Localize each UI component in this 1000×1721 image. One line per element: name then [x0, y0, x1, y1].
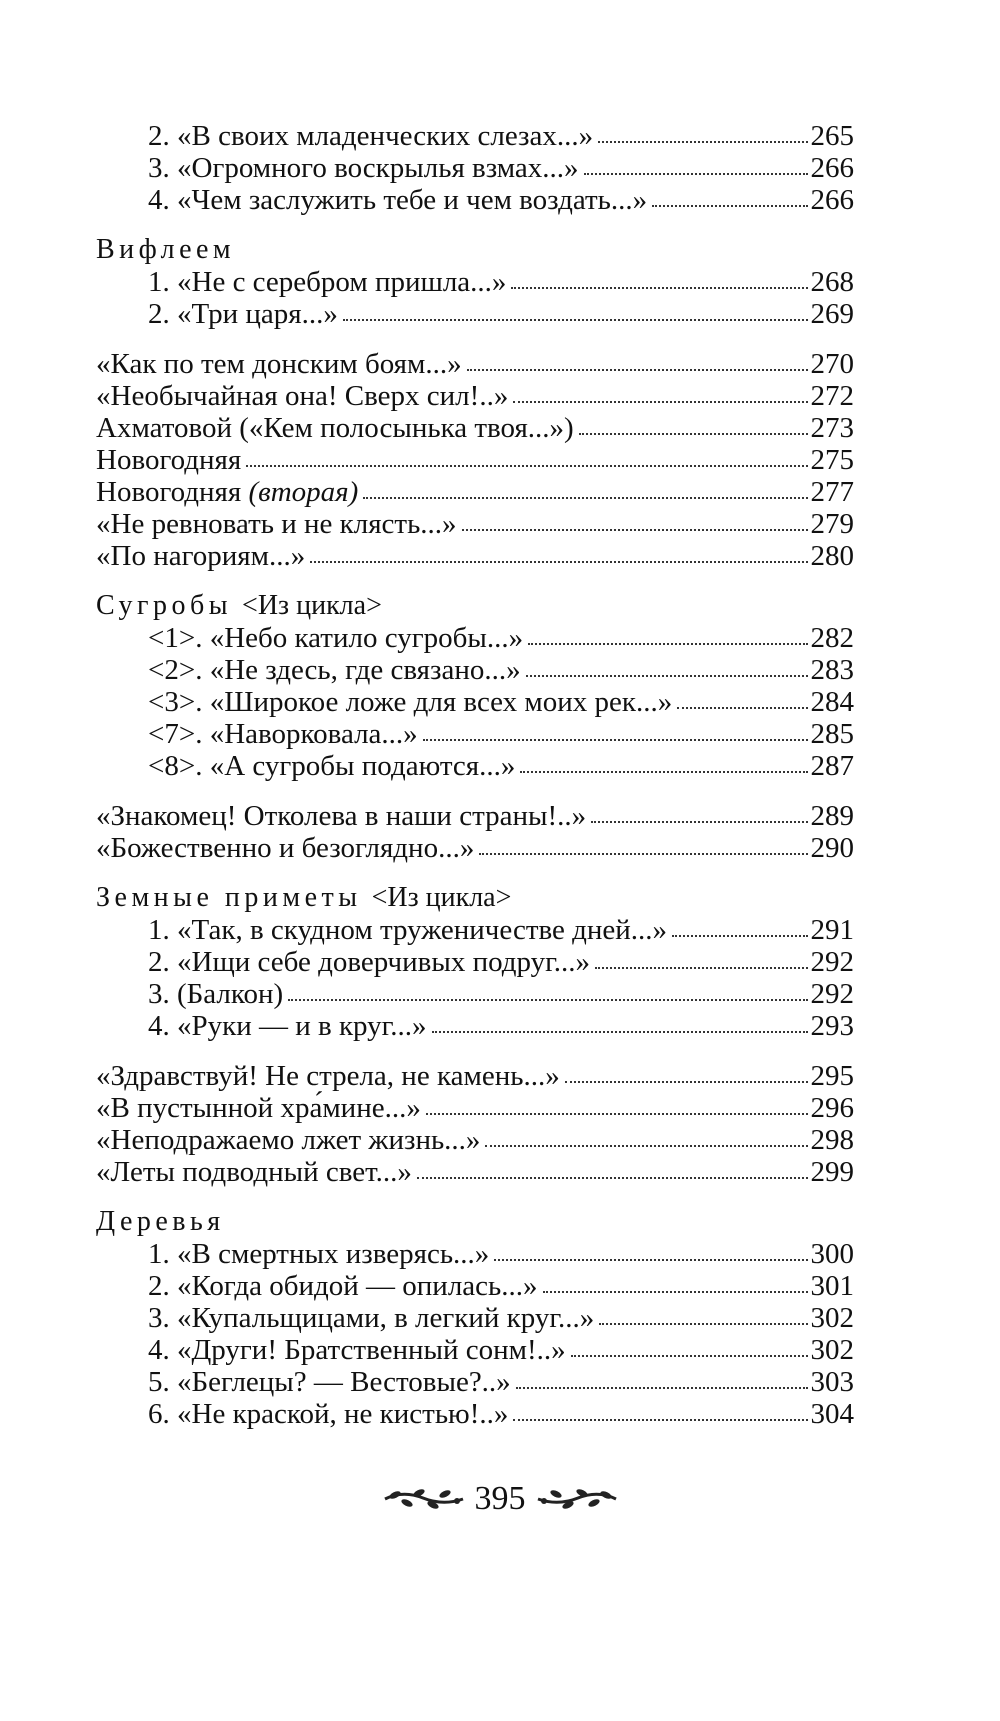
leaf-ornament-right-icon [536, 1486, 618, 1512]
toc-page-number: 265 [810, 120, 854, 152]
section-heading [96, 234, 854, 266]
toc-entry-note: (вторая) [248, 476, 359, 508]
section-heading-note: <Из цикла> [242, 590, 382, 621]
toc-page-number: 304 [810, 1398, 854, 1430]
section-gap [96, 572, 854, 590]
toc-page-number: 302 [810, 1334, 854, 1366]
dot-leader [595, 961, 807, 969]
dot-leader [652, 199, 807, 207]
toc-entry-title [148, 1270, 538, 1302]
toc-entry-title [96, 380, 508, 412]
toc-entry-title [96, 1092, 421, 1124]
toc-entry-title [96, 832, 474, 864]
toc-page-number: 270 [810, 348, 854, 380]
toc-page-number: 290 [810, 832, 854, 864]
section-heading [96, 590, 854, 622]
toc-entry-title-text: <1>. «Небо катило сугробы...» [148, 622, 524, 654]
toc-entry[interactable] [96, 1156, 854, 1188]
dot-leader [526, 669, 808, 677]
toc-entry[interactable] [96, 750, 854, 782]
toc-entry-title-text: 3. «Огромного воскрылья взмах...» [148, 152, 579, 184]
toc-page-number: 280 [810, 540, 854, 572]
toc-page-number: 266 [810, 184, 854, 216]
section-heading-title: Вифлеем [96, 234, 236, 265]
toc-entry[interactable] [96, 1092, 854, 1124]
toc-entry-title-text: 4. «Руки — и в круг...» [148, 1010, 427, 1042]
leaf-ornament-left-icon [383, 1486, 465, 1512]
toc-entry-title [148, 1302, 594, 1334]
dot-leader [598, 135, 807, 143]
toc-entry[interactable] [96, 1302, 854, 1334]
toc-entry-title [148, 266, 506, 298]
toc-entry-title-text: <2>. «Не здесь, где связано...» [148, 654, 521, 686]
toc-entry[interactable] [96, 1270, 854, 1302]
section-gap [96, 1042, 854, 1060]
toc-page-number: 269 [810, 298, 854, 330]
dot-leader [677, 701, 807, 709]
toc-entry[interactable] [96, 800, 854, 832]
toc-entry-title [148, 184, 647, 216]
dot-leader [672, 929, 807, 937]
section-gap [96, 330, 854, 348]
toc-entry-title-text: 1. «Не с серебром пришла...» [148, 266, 507, 298]
toc-page-number: 292 [810, 946, 854, 978]
dot-leader [485, 1139, 807, 1147]
toc-entry[interactable] [96, 348, 854, 380]
dot-leader [462, 523, 808, 531]
dot-leader [513, 395, 807, 403]
toc-entry-title [148, 1238, 489, 1270]
toc-entry-title-text: 3. (Балкон) [148, 978, 284, 1010]
toc-entry-title [96, 1156, 412, 1188]
toc-entry-title-text: Новогодняя [96, 476, 242, 508]
section-gap [96, 216, 854, 234]
toc-page-number: 292 [810, 978, 854, 1010]
toc-entry-title [96, 800, 586, 832]
toc-page-number: 287 [810, 750, 854, 782]
toc-entry-title [96, 412, 574, 444]
dot-leader [579, 427, 808, 435]
toc-entry[interactable] [96, 1124, 854, 1156]
toc-entry[interactable] [96, 1010, 854, 1042]
toc-page-number: 293 [810, 1010, 854, 1042]
section-heading-title: Сугробы [96, 590, 233, 621]
toc-entry[interactable] [96, 412, 854, 444]
toc-entry[interactable] [96, 1398, 854, 1430]
toc-entry-title-text: 6. «Не краской, не кистью!..» [148, 1398, 509, 1430]
toc-page-number: 272 [810, 380, 854, 412]
dot-leader [516, 1381, 808, 1389]
dot-leader [432, 1025, 808, 1033]
toc-entry[interactable] [96, 686, 854, 718]
toc-entry[interactable] [96, 1366, 854, 1398]
toc-entry-title [148, 1010, 427, 1042]
dot-leader [310, 555, 807, 563]
toc-entry-title-text: 2. «Когда обидой — опилась...» [148, 1270, 538, 1302]
section-heading [96, 1206, 854, 1238]
dot-leader [591, 815, 807, 823]
dot-leader [343, 313, 808, 321]
toc-entry-title [148, 914, 667, 946]
toc-entry-title-text: 1. «В смертных изверясь...» [148, 1238, 490, 1270]
toc-entry-title-text: «В пустынной хра́мине...» [96, 1092, 421, 1124]
dot-leader [288, 993, 807, 1001]
dot-leader [520, 765, 807, 773]
toc-entry[interactable] [96, 540, 854, 572]
toc-page-number: 301 [810, 1270, 854, 1302]
dot-leader [417, 1171, 808, 1179]
toc-entry[interactable] [96, 832, 854, 864]
toc-entry-title-text: «Знакомец! Отколева в наши страны!..» [96, 800, 587, 832]
toc-entry[interactable] [96, 266, 854, 298]
section-heading-note: <Из цикла> [371, 882, 512, 913]
toc-entry[interactable] [96, 380, 854, 412]
toc-entry-title [148, 152, 579, 184]
toc-entry-title [148, 946, 590, 978]
toc-entry-title [148, 978, 283, 1010]
toc-page-number: 300 [810, 1238, 854, 1270]
page-number: 395 [474, 1480, 526, 1517]
dot-leader [246, 459, 807, 467]
toc-entry-title-text: 1. «Так, в скудном труженичестве дней...» [148, 914, 668, 946]
section-heading [96, 882, 854, 914]
toc-entry-title [148, 718, 418, 750]
dot-leader [584, 167, 808, 175]
toc-entry-title-text: «Леты подводный свет...» [96, 1156, 412, 1188]
toc-entry-title [148, 654, 521, 686]
toc-entry-title [96, 540, 305, 572]
toc-page-number: 299 [810, 1156, 854, 1188]
dot-leader [363, 491, 807, 499]
toc-entry-title [96, 1060, 560, 1092]
toc-entry-title-text: «Здравствуй! Не стрела, не камень...» [96, 1060, 560, 1092]
toc-page-number: 285 [810, 718, 854, 750]
dot-leader [571, 1349, 808, 1357]
dot-leader [511, 281, 807, 289]
toc-entry-title [148, 1366, 511, 1398]
toc-entry[interactable] [96, 476, 854, 508]
dot-leader [479, 847, 807, 855]
dot-leader [599, 1317, 807, 1325]
toc-entry-title-text: Новогодняя [96, 444, 242, 476]
toc-page-number: 279 [810, 508, 854, 540]
toc-page-number: 273 [810, 412, 854, 444]
toc-entry[interactable] [96, 654, 854, 686]
toc-entry[interactable] [96, 120, 854, 152]
toc-page-number: 268 [810, 266, 854, 298]
dot-leader [467, 363, 808, 371]
toc-page-number: 303 [810, 1366, 854, 1398]
toc-page-number: 282 [810, 622, 854, 654]
toc-page-number: 277 [810, 476, 854, 508]
section-gap [96, 864, 854, 882]
toc-entry[interactable] [96, 298, 854, 330]
section-heading-title: Земные приметы [96, 882, 362, 913]
toc-entry-title-text: <7>. «Наворковала...» [148, 718, 418, 750]
dot-leader [513, 1413, 807, 1421]
toc-entry-title-text: «Неподражаемо лжет жизнь...» [96, 1124, 481, 1156]
toc-page-number: 275 [810, 444, 854, 476]
dot-leader [528, 637, 807, 645]
toc-entry-title-text: 4. «Чем заслужить тебе и чем воздать...» [148, 184, 648, 216]
section-gap [96, 782, 854, 800]
toc-page-number: 289 [810, 800, 854, 832]
toc-entry[interactable] [96, 978, 854, 1010]
page-footer [0, 1480, 1000, 1518]
toc-entry[interactable] [96, 718, 854, 750]
toc-entry[interactable] [96, 508, 854, 540]
toc-entry-title-text: <3>. «Широкое ложе для всех моих рек...» [148, 686, 673, 718]
toc-entry[interactable] [96, 1238, 854, 1270]
toc-entry[interactable] [96, 914, 854, 946]
toc-entry[interactable] [96, 946, 854, 978]
toc-entry-title [148, 686, 672, 718]
toc-page-number: 283 [810, 654, 854, 686]
table-of-contents [96, 120, 854, 1430]
toc-entry-title [148, 750, 515, 782]
toc-entry-title-text: «Необычайная она! Сверх сил!..» [96, 380, 509, 412]
toc-entry-title [96, 476, 358, 508]
toc-entry-title-text: 5. «Беглецы? — Вестовые?..» [148, 1366, 511, 1398]
dot-leader [426, 1107, 808, 1115]
section-heading-title: Деревья [96, 1206, 225, 1237]
toc-entry-title [148, 1334, 566, 1366]
toc-entry-title-text: 2. «Ищи себе доверчивых подруг...» [148, 946, 591, 978]
toc-page-number: 284 [810, 686, 854, 718]
toc-entry-title [96, 348, 462, 380]
toc-page-number: 295 [810, 1060, 854, 1092]
toc-page-number: 298 [810, 1124, 854, 1156]
toc-page-number: 266 [810, 152, 854, 184]
toc-entry-title-text: Ахматовой («Кем полосынька твоя...») [96, 412, 574, 444]
toc-entry-title-text: 2. «Три царя...» [148, 298, 338, 330]
toc-entry[interactable] [96, 184, 854, 216]
toc-entry-title [96, 1124, 480, 1156]
toc-page-number: 302 [810, 1302, 854, 1334]
toc-entry-title-text: 4. «Други! Братственный сонм!..» [148, 1334, 566, 1366]
toc-entry[interactable] [96, 1060, 854, 1092]
toc-entry-title [148, 1398, 508, 1430]
toc-entry-title-text: «Как по тем донским боям...» [96, 348, 462, 380]
dot-leader [423, 733, 808, 741]
toc-entry-title [148, 120, 593, 152]
toc-entry[interactable] [96, 1334, 854, 1366]
dot-leader [494, 1253, 807, 1261]
toc-entry-title [96, 508, 457, 540]
dot-leader [565, 1075, 808, 1083]
toc-entry[interactable] [96, 622, 854, 654]
toc-entry-title-text: «Божественно и безоглядно...» [96, 832, 475, 864]
toc-entry-title-text: «По нагориям...» [96, 540, 306, 572]
toc-entry-title-text: 2. «В своих младенческих слезах...» [148, 120, 594, 152]
toc-entry-title [148, 622, 523, 654]
toc-entry[interactable] [96, 152, 854, 184]
toc-entry-title [148, 298, 338, 330]
toc-entry[interactable] [96, 444, 854, 476]
section-gap [96, 1188, 854, 1206]
toc-page-number: 291 [810, 914, 854, 946]
toc-entry-title-text: «Не ревновать и не клясть...» [96, 508, 457, 540]
toc-page-number: 296 [810, 1092, 854, 1124]
toc-entry-title-text: <8>. «А сугробы подаются...» [148, 750, 516, 782]
toc-entry-title [96, 444, 241, 476]
dot-leader [543, 1285, 808, 1293]
toc-entry-title-text: 3. «Купальщицами, в легкий круг...» [148, 1302, 595, 1334]
